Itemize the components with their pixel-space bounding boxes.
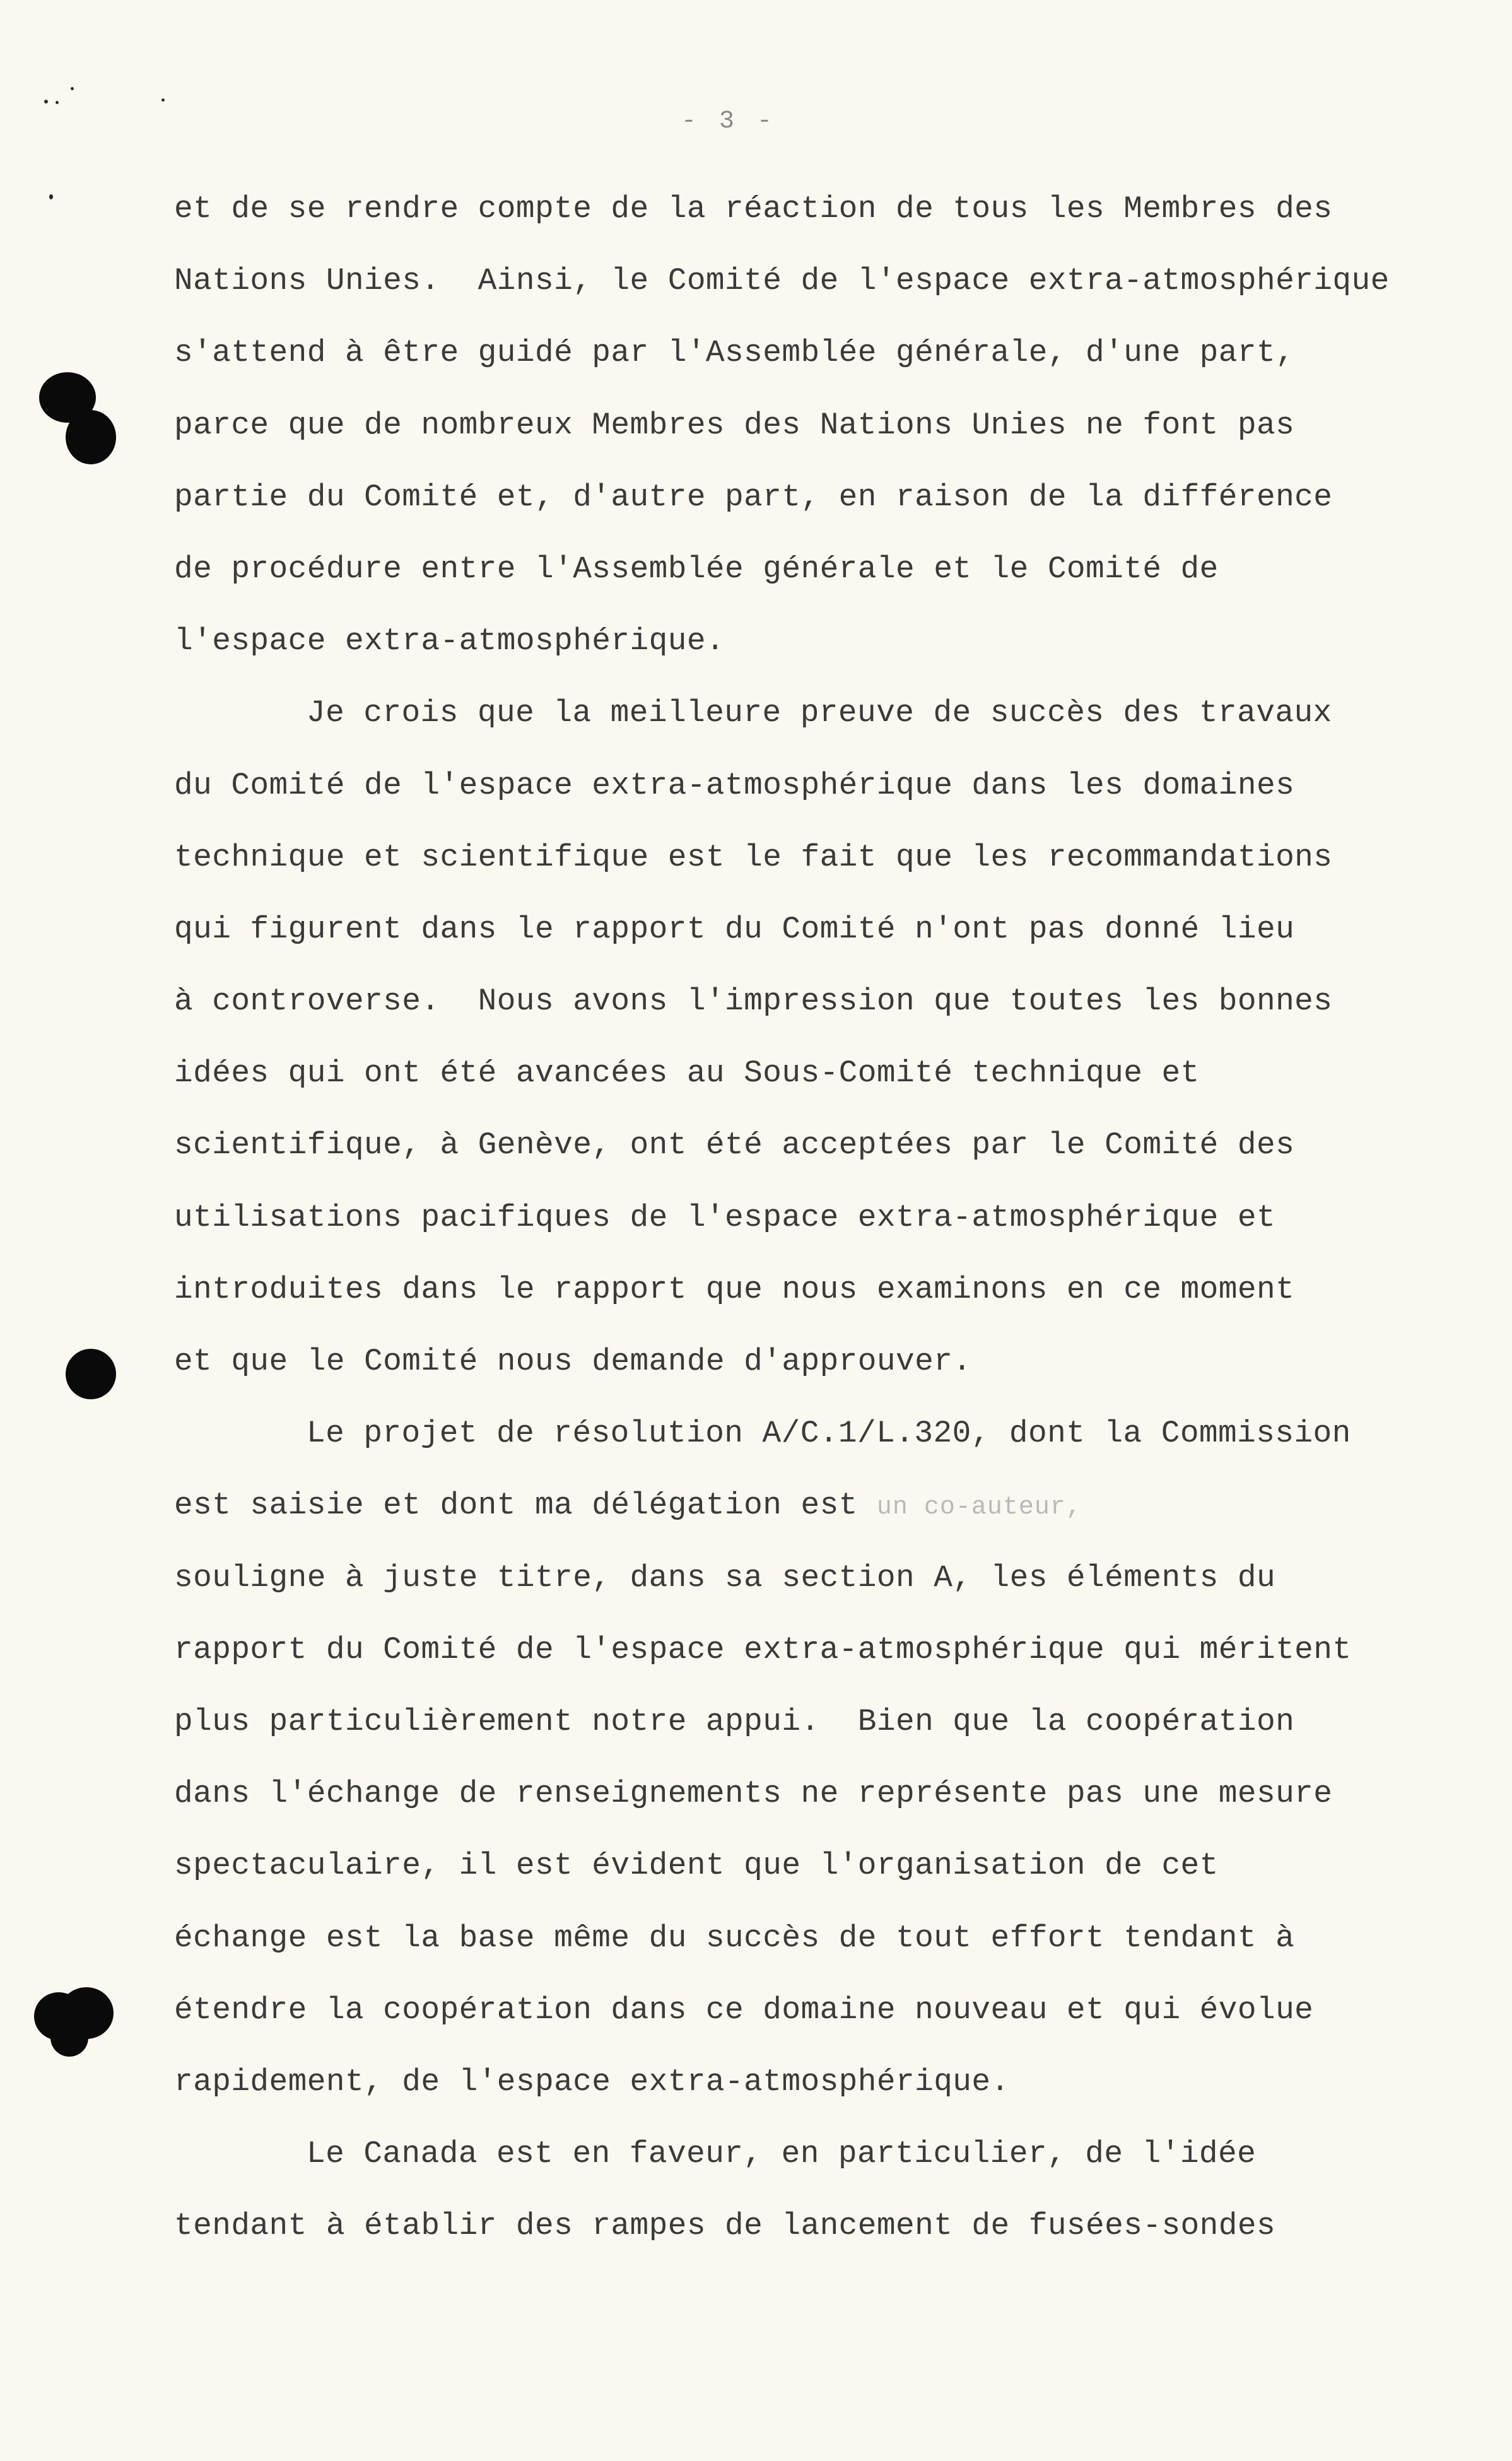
page-number: - 3 - bbox=[681, 107, 777, 136]
text-line: et que le Comité nous demande d'approuver. bbox=[174, 1344, 972, 1379]
text-line: étendre la coopération dans ce domaine nouveau et qui évolue bbox=[174, 1992, 1314, 2028]
text-line: technique et scientifique est le fait que les recommandations bbox=[174, 839, 1333, 875]
punch-hole-top bbox=[66, 410, 116, 464]
text-line: Je crois que la meilleure preuve de succès des travaux bbox=[307, 695, 1332, 731]
margin-speck bbox=[44, 100, 48, 103]
text-line: Le Canada est en faveur, en particulier, de l'idée bbox=[307, 2136, 1257, 2172]
margin-speck bbox=[56, 101, 59, 104]
text-line: utilisations pacifiques de l'espace extra-atmosphérique et bbox=[174, 1199, 1276, 1235]
text-line: partie du Comité et, d'autre part, en raison de la différence bbox=[174, 479, 1333, 515]
text-line: rapidement, de l'espace extra-atmosphérique. bbox=[174, 2064, 1010, 2100]
faded-insertion: un co-auteur, bbox=[876, 1493, 1082, 1522]
text-line: échange est la base même du succès de tout effort tendant à bbox=[174, 1920, 1295, 1956]
text-line: s'attend à être guidé par l'Assemblée générale, d'une part, bbox=[174, 335, 1295, 371]
margin-speck bbox=[49, 194, 53, 199]
punch-hole-middle bbox=[66, 1349, 116, 1399]
text-line: rapport du Comité de l'espace extra-atmosphérique qui méritent bbox=[174, 1631, 1352, 1667]
text-line: et de se rendre compte de la réaction de tous les Membres des bbox=[174, 191, 1333, 226]
text-line: Le projet de résolution A/C.1/L.320, dont la Commission bbox=[307, 1416, 1351, 1452]
margin-speck bbox=[71, 87, 74, 90]
text-line: souligne à juste titre, dans sa section A, les éléments du bbox=[174, 1559, 1276, 1595]
text-line: plus particulièrement notre appui. Bien que la coopération bbox=[174, 1703, 1295, 1739]
text-line: dans l'échange de renseignements ne représente pas une mesure bbox=[174, 1776, 1333, 1812]
text-line: idées qui ont été avancées au Sous-Comité technique et bbox=[174, 1055, 1200, 1091]
text-line: du Comité de l'espace extra-atmosphérique dans les domaines bbox=[174, 767, 1295, 803]
text-line: à controverse. Nous avons l'impression que toutes les bonnes bbox=[174, 984, 1333, 1019]
paragraph-3 bbox=[174, 1397, 1410, 2118]
text-line: scientifique, à Genève, ont été acceptées par le Comité des bbox=[174, 1127, 1295, 1163]
text-line: Nations Unies. Ainsi, le Comité de l'espace extra-atmosphérique bbox=[174, 263, 1390, 299]
text-line: tendant à établir des rampes de lancement de fusées-sondes bbox=[174, 2208, 1276, 2244]
punch-hole-bottom bbox=[50, 2019, 88, 2057]
text-line-part: est saisie et dont ma délégation est bbox=[174, 1488, 877, 1524]
text-line: l'espace extra-atmosphérique. bbox=[174, 623, 725, 659]
text-line: spectaculaire, il est évident que l'organisation de cet bbox=[174, 1848, 1219, 1884]
text-line: introduites dans le rapport que nous examinons en ce moment bbox=[174, 1271, 1295, 1307]
body-text bbox=[174, 173, 1410, 2262]
text-line: parce que de nombreux Membres des Nations Unies ne font pas bbox=[174, 407, 1295, 443]
text-line bbox=[174, 1469, 1410, 1541]
paragraph-2 bbox=[174, 677, 1410, 1397]
margin-speck bbox=[161, 98, 165, 102]
text-line: de procédure entre l'Assemblée générale et le Comité de bbox=[174, 551, 1219, 587]
paragraph-1 bbox=[174, 173, 1410, 677]
paragraph-4 bbox=[174, 2118, 1410, 2262]
text-line: qui figurent dans le rapport du Comité n'ont pas donné lieu bbox=[174, 911, 1295, 947]
